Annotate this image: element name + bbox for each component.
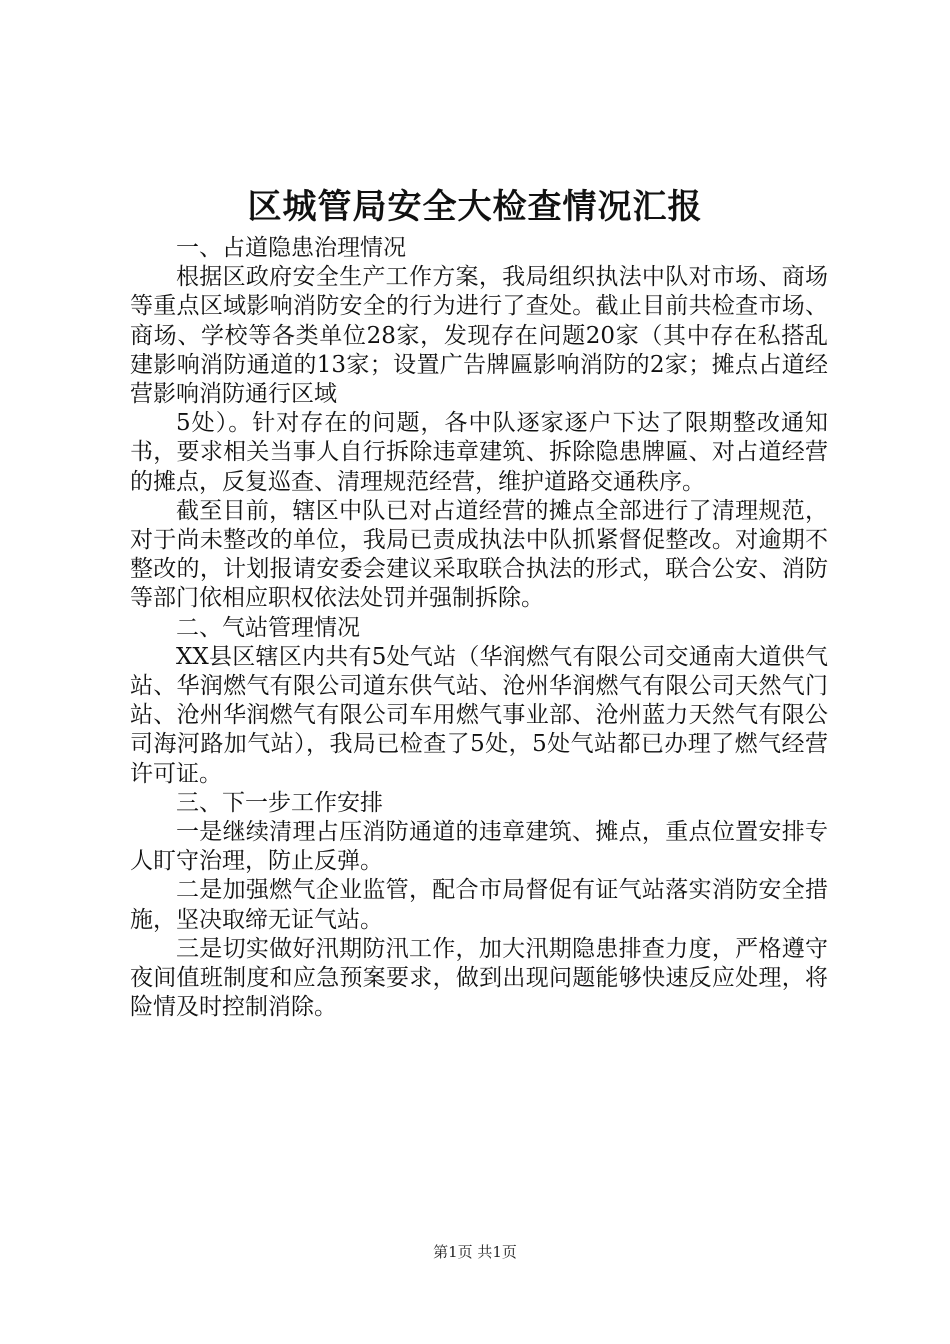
- document-title: 区城管局安全大检查情况汇报: [247, 187, 703, 227]
- paragraph: 截至目前，辖区中队已对占道经营的摊点全部进行了清理规范，对于尚未整改的单位，我局已责成执法中队抓紧督促整改。对逾期不整改的，计划报请安委会建议采取联合执法的形式，联合公安、消防等部门依相应职权依法处罚并强制拆除。: [130, 497, 828, 612]
- paragraph: 二是加强燃气企业监管，配合市局督促有证气站落实消防安全措施，坚决取缔无证气站。: [130, 877, 828, 933]
- paragraph: XX县区辖区内共有5处气站（华润燃气有限公司交通南大道供气站、华润燃气有限公司道东供气站、沧州华润燃气有限公司天然气门站、沧州华润燃气有限公司车用燃气事业部、沧州蓝力天然气有限公司海河路加气站），我局已检查了5处，5处气站都已办理了燃气经营许可证。: [130, 643, 828, 787]
- section-heading-1: 一、占道隐患治理情况: [176, 235, 406, 261]
- paragraph: 一是继续清理占压消防通道的违章建筑、摊点，重点位置安排专人盯守治理，防止反弹。: [130, 819, 828, 875]
- section-heading-3: 三、下一步工作安排: [176, 789, 383, 816]
- document-body: [130, 234, 828, 1022]
- page-number-footer: 第1页 共1页: [433, 1243, 517, 1261]
- paragraph: 5处）。针对存在的问题，各中队逐家逐户下达了限期整改通知书，要求相关当事人自行拆除违章建筑、拆除隐患牌匾、对占道经营的摊点，反复巡查、清理规范经营，维护道路交通秩序。: [130, 410, 828, 495]
- paragraph: 根据区政府安全生产工作方案，我局组织执法中队对市场、商场等重点区域影响消防安全的行为进行了查处。截止目前共检查市场、商场、学校等各类单位28家，发现存在问题20家（其中存在私搭乱建影响消防通道的13家；设置广告牌匾影响消防的2家；摊点占道经营影响消防通行区域: [130, 264, 828, 408]
- paragraph: 三是切实做好汛期防汛工作，加大汛期隐患排查力度，严格遵守夜间值班制度和应急预案要求，做到出现问题能够快速反应处理，将险情及时控制消除。: [130, 935, 828, 1021]
- section-heading-2: 二、气站管理情况: [176, 614, 360, 641]
